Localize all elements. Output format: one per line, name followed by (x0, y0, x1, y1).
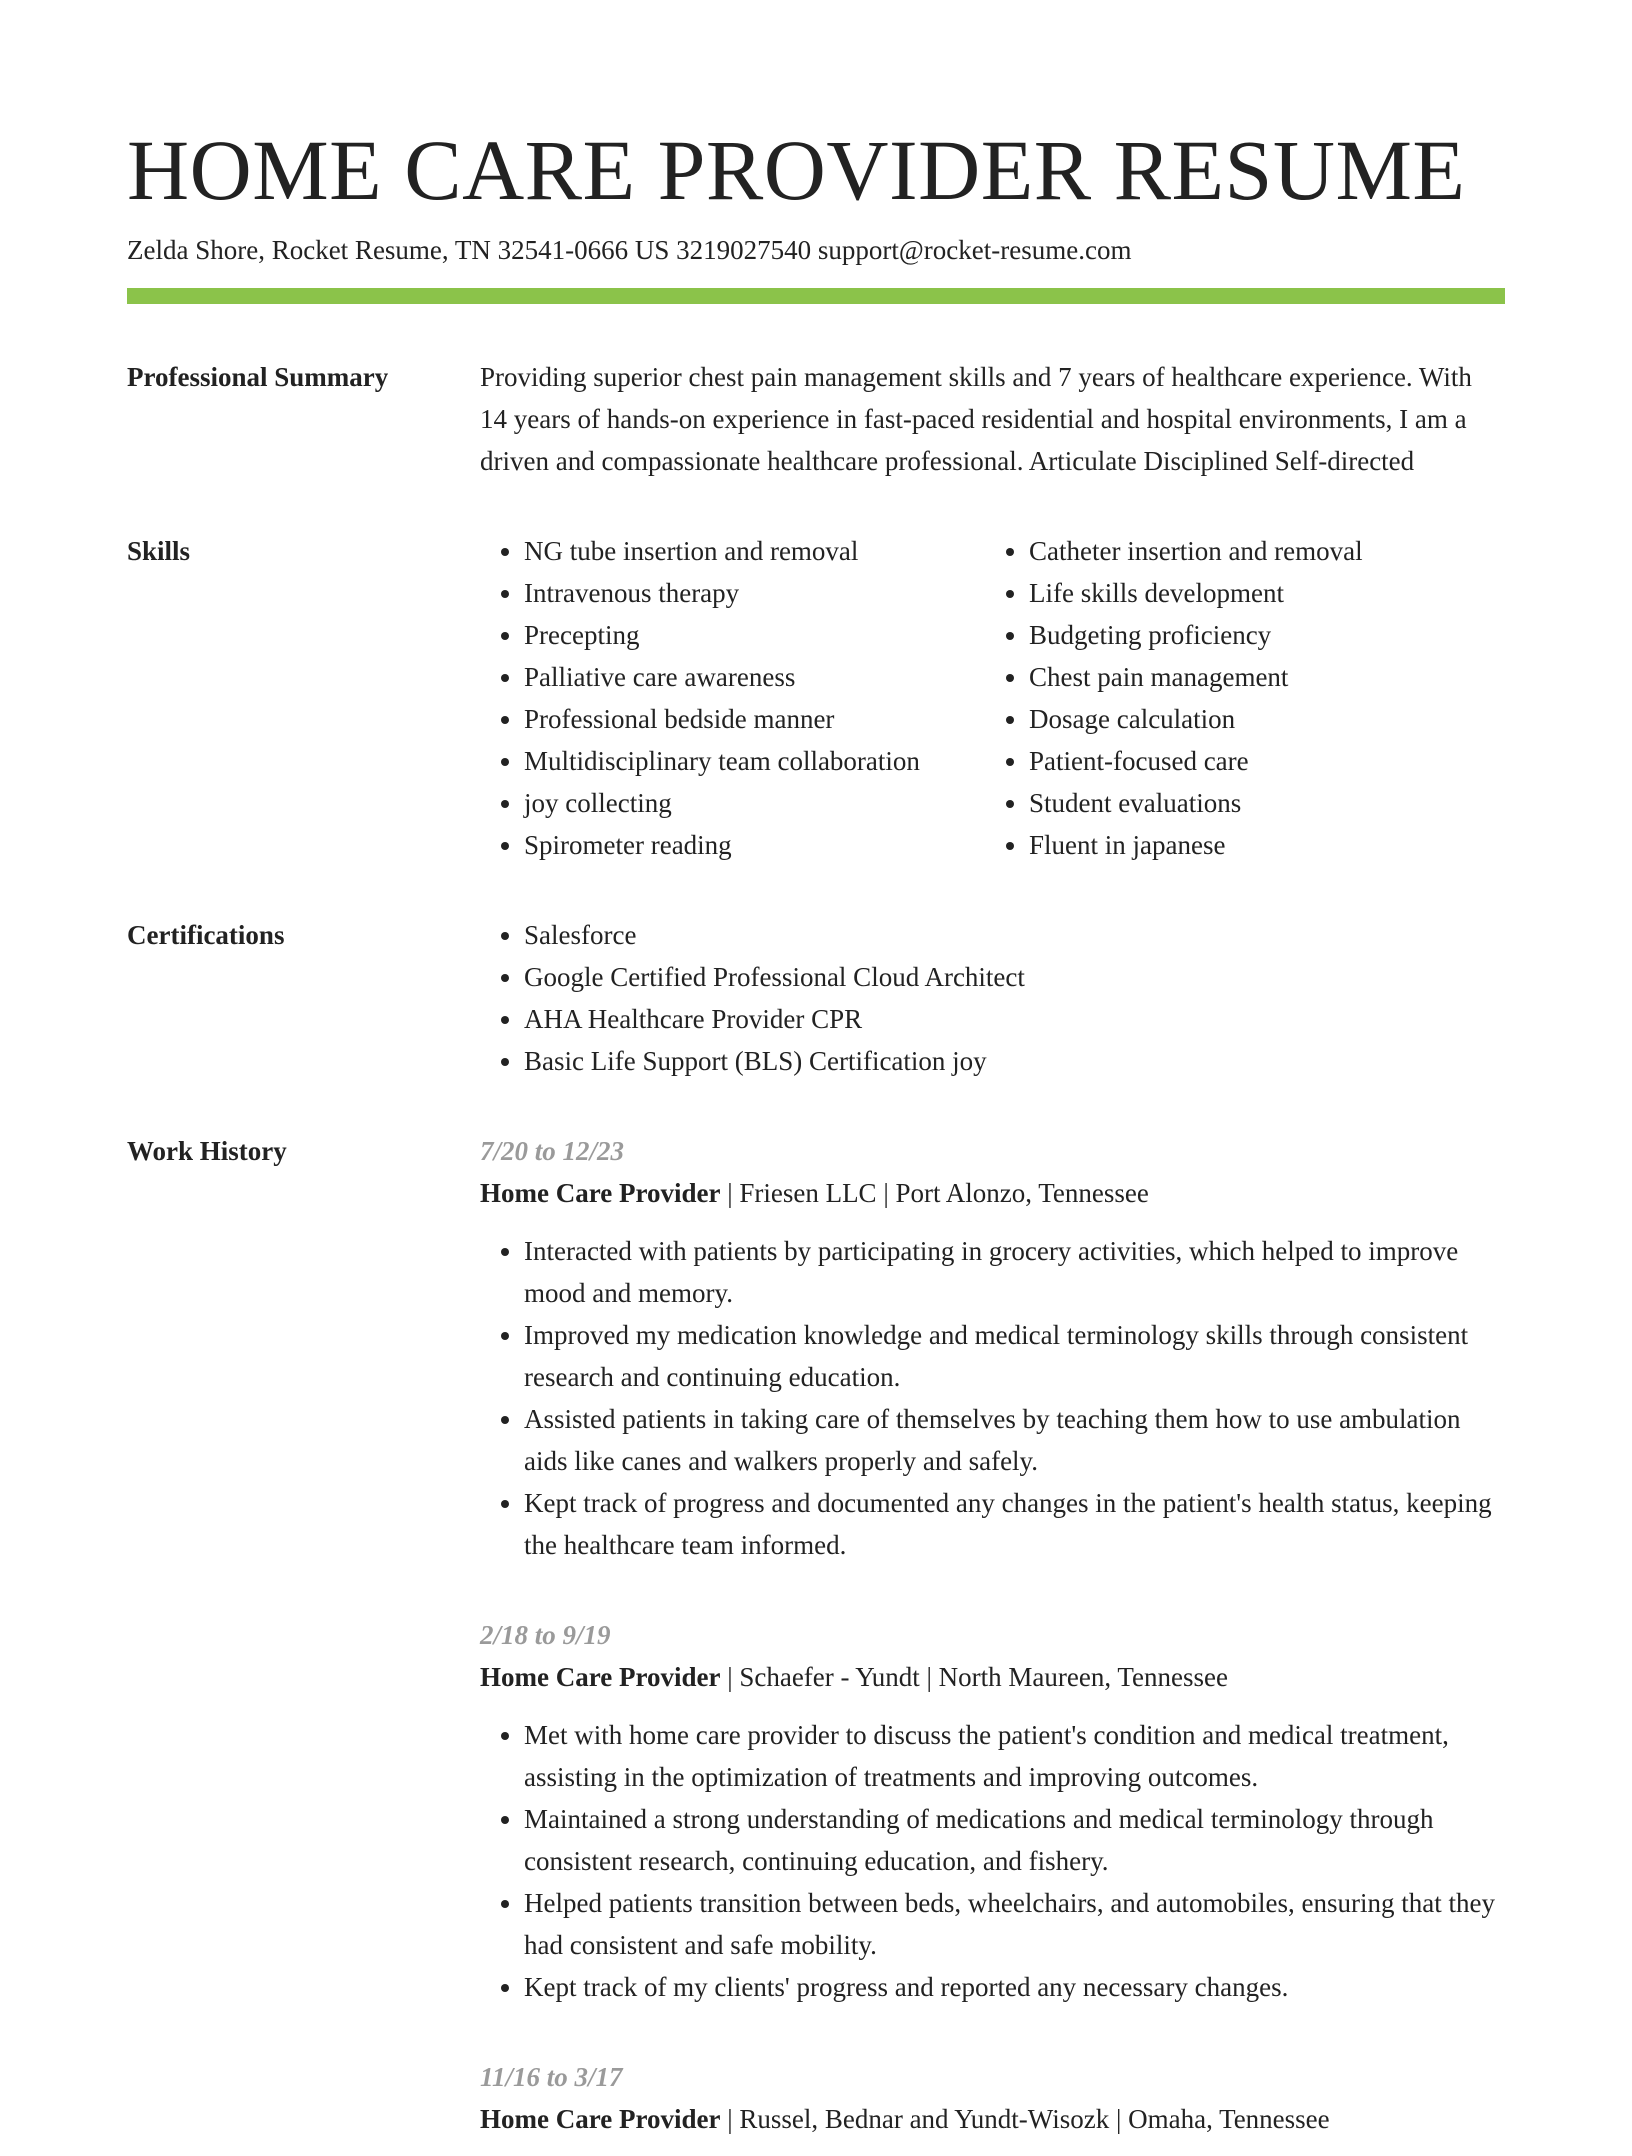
skill-item: • Catheter insertion and removal (1029, 530, 1490, 572)
job-title: Home Care Provider (480, 2104, 721, 2134)
job-dates: 7/20 to 12/23 (480, 1136, 625, 1166)
skill-item: • joy collecting (524, 782, 985, 824)
job-employer: | Russel, Bednar and Yundt-Wisozk | Omaha, Tennessee (720, 2104, 1330, 2134)
job-bullet: • Kept track of progress and documented any changes in the patient's health status, keeping the healthcare team informed. (524, 1482, 1505, 1566)
job-bullet: • Improved my medication knowledge and medical terminology skills through consistent research and continuing education. (524, 1314, 1505, 1398)
skill-item: • Multidisciplinary team collaboration (524, 740, 985, 782)
job-entry (480, 1130, 1505, 1566)
job-bullet: • Met with home care provider to discuss the patient's condition and medical treatment, assisting in the optimization of treatments and improving outcomes. (524, 1714, 1505, 1798)
skill-item: • Fluent in japanese (1029, 824, 1490, 866)
skill-item: • Budgeting proficiency (1029, 614, 1490, 656)
skill-item: • Life skills development (1029, 572, 1490, 614)
skills-list-right (985, 530, 1490, 866)
skills-list-left (480, 530, 985, 866)
skill-item: • Precepting (524, 614, 985, 656)
job-title: Home Care Provider (480, 1662, 721, 1692)
certification-item: • Basic Life Support (BLS) Certification joy (524, 1040, 1505, 1082)
job-heading (480, 1172, 1505, 1214)
resume-page (127, 120, 1505, 2156)
skill-item: • Intravenous therapy (524, 572, 985, 614)
job-employer: | Schaefer - Yundt | North Maureen, Tennessee (720, 1662, 1228, 1692)
job-heading (480, 2098, 1505, 2140)
certifications-heading: Certifications (127, 920, 285, 950)
skill-item: • NG tube insertion and removal (524, 530, 985, 572)
job-bullet: • Assisted patients in taking care of themselves by teaching them how to use ambulation aids like canes and walkers properly and safely. (524, 1398, 1505, 1482)
job-heading (480, 1656, 1505, 1698)
contact-line: Zelda Shore, Rocket Resume, TN 32541-0666 US 3219027540 support@rocket-resume.com (127, 235, 1132, 265)
certifications-section (127, 914, 1505, 1082)
job-entry (480, 2056, 1505, 2140)
skills-heading: Skills (127, 536, 191, 566)
work-history-heading: Work History (127, 1136, 287, 1166)
skills-section (127, 530, 1505, 866)
skill-item: • Student evaluations (1029, 782, 1490, 824)
certification-item: • Salesforce (524, 914, 1505, 956)
job-bullets (480, 1230, 1505, 1566)
work-history-section (127, 1130, 1505, 2156)
skill-item: • Chest pain management (1029, 656, 1490, 698)
job-bullet: • Kept track of my clients' progress and reported any necessary changes. (524, 1966, 1505, 2008)
job-bullet: • Maintained a strong understanding of medications and medical terminology through consistent research, continuing education, and fishery. (524, 1798, 1505, 1882)
job-bullet: • Helped patients transition between beds, wheelchairs, and automobiles, ensuring that they had consistent and safe mobility. (524, 1882, 1505, 1966)
job-entry (480, 1614, 1505, 2008)
skill-item: • Spirometer reading (524, 824, 985, 866)
skill-item: • Professional bedside manner (524, 698, 985, 740)
certification-item: • Google Certified Professional Cloud Architect (524, 956, 1505, 998)
certification-item: • AHA Healthcare Provider CPR (524, 998, 1505, 1040)
job-title: Home Care Provider (480, 1178, 721, 1208)
job-dates: 11/16 to 3/17 (480, 2062, 623, 2092)
job-employer: | Friesen LLC | Port Alonzo, Tennessee (720, 1178, 1149, 1208)
accent-divider (127, 288, 1505, 304)
summary-heading: Professional Summary (127, 362, 389, 392)
summary-text: Providing superior chest pain management skills and 7 years of healthcare experience. With 14 years of hands-on experience in fast-paced residential and hospital environments, I am a driven and compassionate healthcare professional. Articulate Disciplined Self-directed (480, 362, 1472, 476)
job-bullets (480, 1714, 1505, 2008)
skill-item: • Dosage calculation (1029, 698, 1490, 740)
skill-item: • Palliative care awareness (524, 656, 985, 698)
summary-section (127, 356, 1505, 482)
job-bullet: • Interacted with patients by participating in grocery activities, which helped to improve mood and memory. (524, 1230, 1505, 1314)
certifications-list (480, 914, 1505, 1082)
resume-title: HOME CARE PROVIDER RESUME (127, 122, 1466, 218)
skill-item: • Patient-focused care (1029, 740, 1490, 782)
job-dates: 2/18 to 9/19 (480, 1620, 611, 1650)
